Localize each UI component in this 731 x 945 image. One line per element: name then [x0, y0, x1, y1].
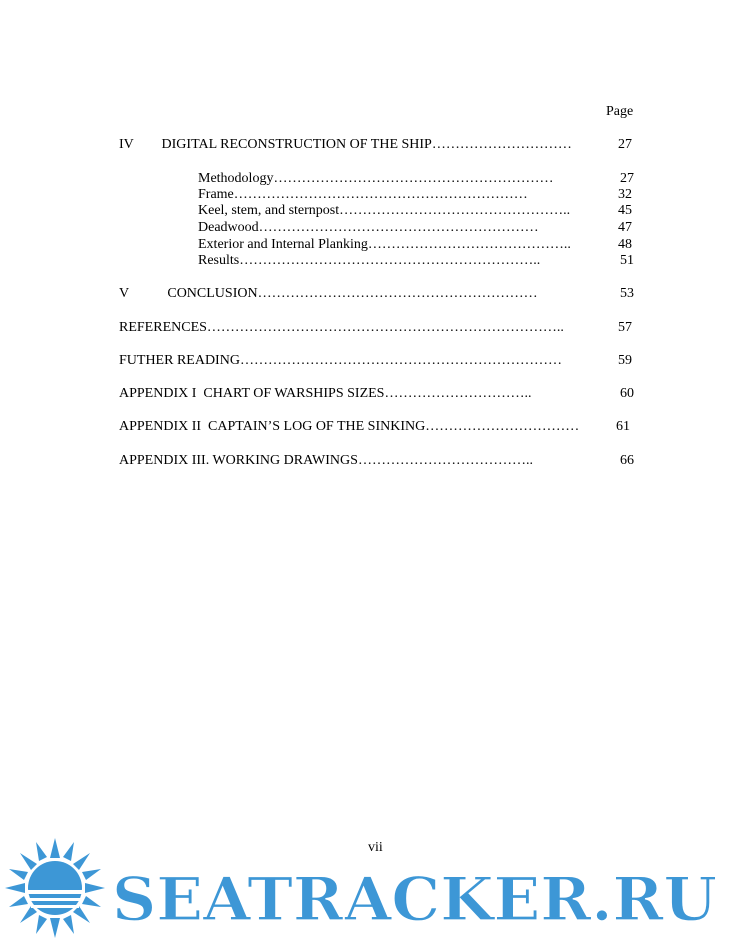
toc-page-number: 57: [618, 320, 632, 335]
toc-page-number: 45: [618, 203, 632, 218]
toc-page-number: 61: [616, 419, 630, 434]
toc-entry-planking: [198, 237, 571, 253]
toc-entry-deadwood: [198, 220, 539, 236]
footer-page-number: vii: [368, 840, 383, 855]
toc-entry-keel: [198, 203, 570, 219]
toc-entry-title: Keel, stem, and sternpost: [198, 203, 340, 218]
page-label: Page: [606, 104, 634, 119]
toc-entry-title: Deadwood: [198, 220, 259, 235]
toc-entry-references: [119, 320, 564, 336]
toc-leader-dots: ……………………………………..: [367, 237, 571, 252]
toc-page-number: 27: [618, 137, 632, 152]
toc-entry-methodology: [198, 171, 553, 187]
toc-entry-title: Results: [198, 253, 240, 268]
toc-entry-appendix-i: [119, 386, 531, 402]
toc-leader-dots: …………………………………………..: [339, 203, 571, 218]
toc-entry-appendix-iii: [119, 453, 533, 469]
toc-entry-title: V CONCLUSION: [119, 286, 258, 301]
toc-entry-title: APPENDIX II CAPTAIN’S LOG OF THE SINKING: [119, 419, 426, 434]
toc-page-number: 60: [620, 386, 634, 401]
toc-page-number: 66: [620, 453, 634, 468]
toc-entry-title: IV DIGITAL RECONSTRUCTION OF THE SHIP: [119, 137, 432, 152]
toc-entry-chapter-v: [119, 286, 538, 302]
toc-entry-further-reading: [119, 353, 562, 369]
toc-page-number: 32: [618, 187, 632, 202]
toc-entry-chapter-iv: [119, 137, 572, 153]
toc-leader-dots: …………………………..: [384, 386, 532, 401]
toc-entry-appendix-ii: [119, 419, 579, 435]
toc-leader-dots: ………………………………………………………: [233, 187, 528, 202]
toc-leader-dots: ……………………………………………………: [273, 171, 554, 186]
toc-entry-title: Methodology: [198, 171, 274, 186]
toc-entry-title: APPENDIX III. WORKING DRAWINGS: [119, 453, 358, 468]
toc-leader-dots: ………………………………………………………..: [239, 253, 541, 268]
toc-leader-dots: …………………………………………………………………..: [206, 320, 564, 335]
toc-entry-title: Frame: [198, 187, 234, 202]
toc-entry-title: APPENDIX I CHART OF WARSHIPS SIZES: [119, 386, 385, 401]
toc-entry-results: [198, 253, 540, 269]
watermark: [0, 838, 731, 945]
toc-leader-dots: ……………………………………………………: [258, 220, 539, 235]
watermark-text: SEATRACKER.RU: [112, 865, 717, 935]
toc-page-number: 47: [618, 220, 632, 235]
toc-entry-frame: [198, 187, 528, 203]
toc-page-number: 59: [618, 353, 632, 368]
toc-leader-dots: ……………………………………………………: [257, 286, 538, 301]
toc-leader-dots: …………………………: [431, 137, 572, 152]
sun-icon: [5, 838, 105, 938]
toc-entry-title: FUTHER READING: [119, 353, 240, 368]
toc-leader-dots: ……………………………………………………………: [239, 353, 562, 368]
toc-entry-title: Exterior and Internal Planking: [198, 237, 368, 252]
toc-entry-title: REFERENCES: [119, 320, 207, 335]
toc-leader-dots: ………………………………..: [357, 453, 533, 468]
toc-page-number: 27: [620, 171, 634, 186]
toc-page-number: 48: [618, 237, 632, 252]
toc-leader-dots: ……………………………: [425, 419, 580, 434]
toc-page-number: 53: [620, 286, 634, 301]
toc-page-number: 51: [620, 253, 634, 268]
